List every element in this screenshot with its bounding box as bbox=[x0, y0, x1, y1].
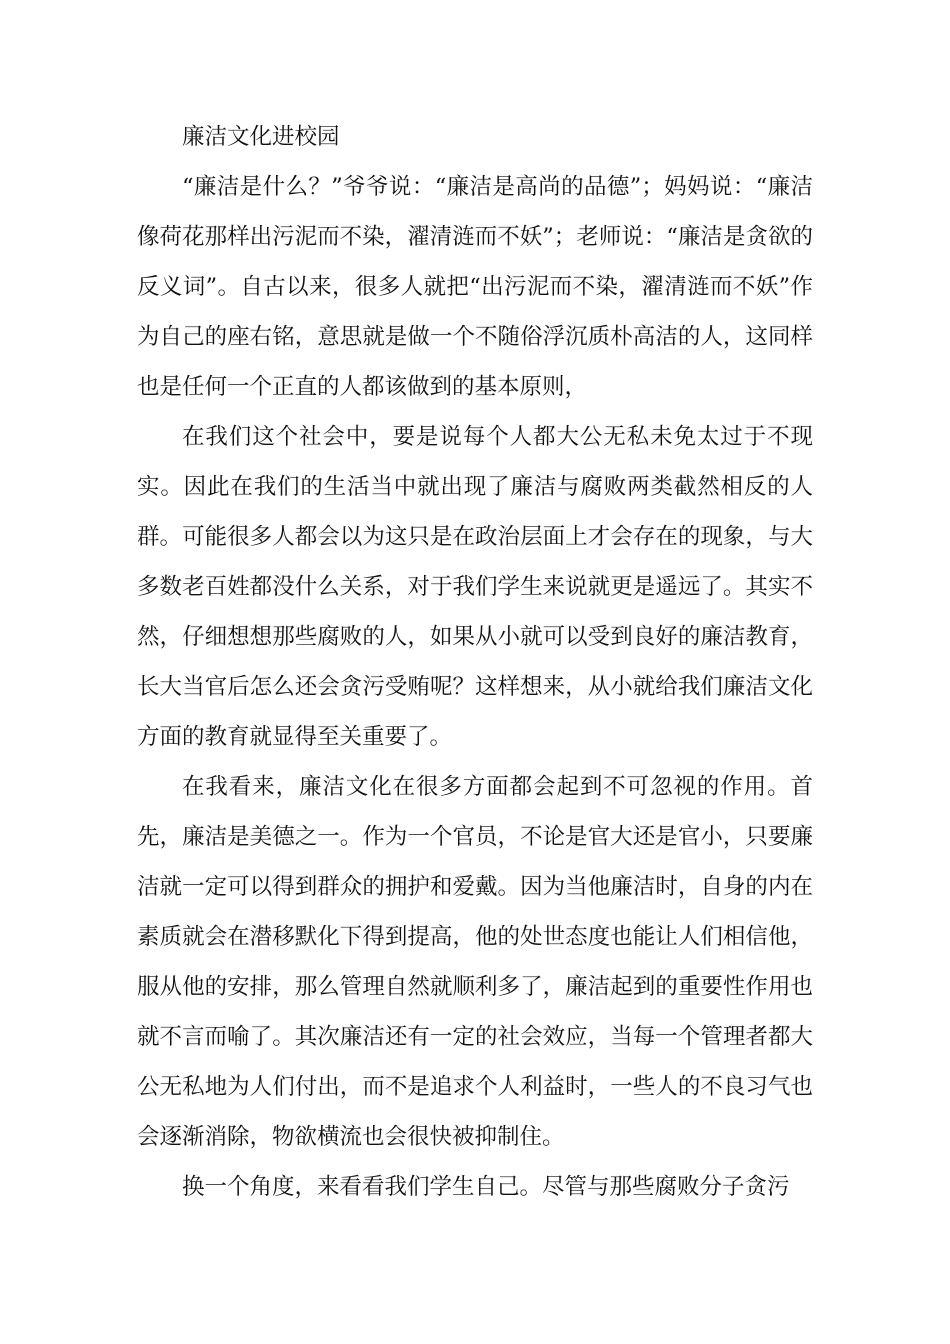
document-page bbox=[137, 112, 813, 1212]
document-title: 廉洁文化进校园 bbox=[182, 124, 340, 150]
paragraph-4: 换一个角度，来看看我们学生自己。尽管与那些腐败分子贪污 bbox=[182, 1174, 790, 1200]
paragraph-1: “廉洁是什么？”爷爷说：“廉洁是高尚的品德”；妈妈说：“廉洁像荷花那样出污泥而不染，濯清涟而不妖”；老师说：“廉洁是贪欲的反义词”。自古以来，很多人就把“出污泥而不染，濯清涟而不妖”作为自己的座右铭，意思就是做一个不随俗浮沉质朴高洁的人，这同样也是任何一个正直的人都该做到的基本原则， bbox=[137, 174, 813, 400]
paragraph-3: 在我看来，廉洁文化在很多方面都会起到不可忽视的作用。首先，廉洁是美德之一。作为一个官员，不论是官大还是官小，只要廉洁就一定可以得到群众的拥护和爱戴。因为当他廉洁时，自身的内在素质就会在潜移默化下得到提高，他的处世态度也能让人们相信他，服从他的安排，那么管理自然就顺利多了，廉洁起到的重要性作用也就不言而喻了。其次廉洁还有一定的社会效应，当每一个管理者都大公无私地为人们付出，而不是追求个人利益时，一些人的不良习气也会逐渐消除，物欲横流也会很快被抑制住。 bbox=[137, 774, 813, 1150]
paragraph-2: 在我们这个社会中，要是说每个人都大公无私未免太过于不现实。因此在我们的生活当中就出现了廉洁与腐败两类截然相反的人群。可能很多人都会以为这只是在政治层面上才会存在的现象，与大多数老百姓都没什么关系，对于我们学生来说就更是遥远了。其实不然，仔细想想那些腐败的人，如果从小就可以受到良好的廉洁教育，长大当官后怎么还会贪污受贿呢？这样想来，从小就给我们廉洁文化方面的教育就显得至关重要了。 bbox=[137, 424, 813, 750]
